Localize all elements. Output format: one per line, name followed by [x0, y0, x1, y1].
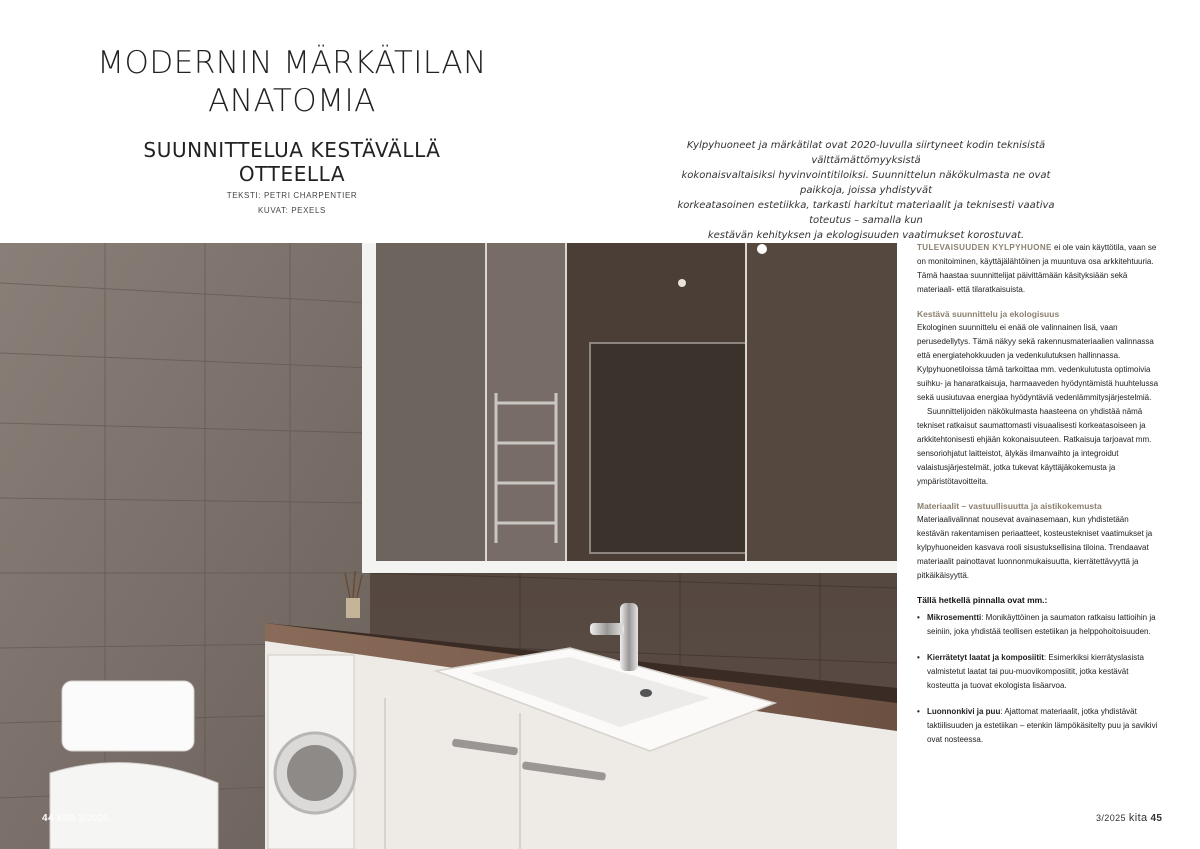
heading-trends: Tällä hetkellä pinnalla ovat mm.:: [917, 595, 1048, 605]
credits: [182, 188, 402, 218]
trend-desc: : Ajattomat materiaalit, jotka yhdistävät taktiilisuuden ja estetiikan – etenkin lämpökäsitelty puu ja savikivi ovat nosteessa.: [927, 707, 1158, 744]
issue-left: 3/2025: [78, 813, 109, 823]
page-number-left: 44: [42, 813, 54, 824]
article-subtitle: SUUNNITTELUA KESTÄVÄLLÄ OTTEELLA: [143, 138, 441, 186]
bathroom-photo: [0, 243, 897, 849]
lead-line-3: korkeatasoinen estetiikka, tarkasti harkitut materiaalit ja teknisesti vaativa toteutus – samalla kun: [677, 200, 1055, 226]
lead-line-4: kestävän kehityksen ja ekologisuuden vaatimukset korostuvat.: [707, 230, 1025, 241]
paragraph-materials: Materiaalivalinnat nousevat avainasemaan, kun yhdistetään kestävän rakentamisen periaatteet, kosteustekniset vaatimukset ja kylpyhuoneiden kasvava rooli sisustuksellisina tiloina. Trendaavat materiaalit painottavat luonnonmukaisuutta, kierrätettävyyttä ja pitkäikäisyyttä.: [917, 515, 1153, 580]
paragraph-ecology-2: Suunnittelijoiden näkökulmasta haasteena on yhdistää nämä tekniset ratkaisut saumattomasti visuaalisesti korkeatasoiseen ja arkkitehtonisesti ehjään kokonaisuuteen. Ratkaisuja tarjoavat mm. sensoriohjatut laitteistot, älykäs ilmanvaihto ja integroidut valaistusjärjestelmät, jotka tukevat käyttäjäkokemusta ja ympäristötavoitteita.: [917, 407, 1152, 486]
heading-ecology: Kestävä suunnittelu ja ekologisuus: [917, 309, 1060, 319]
trend-desc: : Monikäyttöinen ja saumaton ratkaisu lattioihin ja seiniin, joka yhdistää teollisen estetiikan ja helppohoitoisuuden.: [927, 613, 1156, 636]
list-item: [917, 611, 1162, 639]
title-line-1: MODERNIN MÄRKÄTILAN: [97, 45, 487, 81]
folio-left: [42, 812, 108, 824]
brand-left: kita: [56, 812, 76, 824]
intro-text: ei ole vain käyttötila, vaan se on monitoiminen, käyttäjälähtöinen ja muuntuva osa arkkitehtuuria. Tämä haastaa suunnittelijat päivittämään käsityksiään sekä materiaali- että tilaratkaisuista.: [917, 243, 1157, 294]
lead-line-1: Kylpyhuoneet ja märkätilat ovat 2020-luvulla siirtyneet kodin teknisistä välttämättömyyksistä: [686, 140, 1046, 166]
heading-materials: Materiaalit – vastuullisuutta ja aistikokemusta: [917, 501, 1102, 511]
article-body: [917, 241, 1162, 759]
paragraph-ecology-1: Ekologinen suunnittelu ei enää ole valinnainen lisä, vaan perusedellytys. Tämä näkyy sekä rakennusmateriaalien valinnassa että energiatehokkuuden ja vedenkulutuksen hallinnassa. Kylpyhuonetiloissa tämä tarkoittaa mm. vedenkulutusta optimoivia suihku- ja hanaratkaisuja, harmaaveden hyödyntämistä huuhtelussa sekä uusiutuvaa energiaa hyödyntäviä vedenlämmitysjärjestelmiä.: [917, 323, 1159, 402]
credit-text: TEKSTI: PETRI CHARPENTIER: [226, 191, 358, 200]
list-item: [917, 705, 1162, 747]
page-number-right: 45: [1150, 813, 1163, 824]
credit-photos: KUVAT: PEXELS: [258, 206, 326, 215]
trend-desc: : Esimerkiksi kierrätyslasista valmistetut laatat tai puu-muovikomposiitit, jotka kestävät kosteutta ja tuovat ekologista lisäarvoa.: [927, 653, 1144, 690]
trend-term: Luonnonkivi ja puu: [927, 707, 1001, 716]
list-item: [917, 651, 1162, 693]
article-title: [92, 44, 492, 120]
lead-paragraph: [676, 138, 1056, 243]
trend-term: Kierrätetyt laatat ja komposiitit: [927, 653, 1044, 662]
trend-term: Mikrosementti: [927, 613, 982, 622]
intro-paragraph: [917, 241, 1162, 297]
lead-line-2: kokonaisvaltaisiksi hyvinvointitiloiksi. Suunnittelun näkökulmasta ne ovat paikkoja, joissa yhdistyvät: [681, 170, 1051, 196]
kicker: TULEVAISUUDEN KYLPYHUONE: [917, 243, 1052, 252]
bathroom-illustration: [0, 243, 897, 849]
trend-list: [917, 611, 1162, 747]
folio-right: [1096, 812, 1162, 824]
brand-right: kita: [1128, 812, 1148, 824]
issue-right: 3/2025: [1096, 813, 1126, 823]
title-line-2: ANATOMIA: [208, 83, 376, 119]
